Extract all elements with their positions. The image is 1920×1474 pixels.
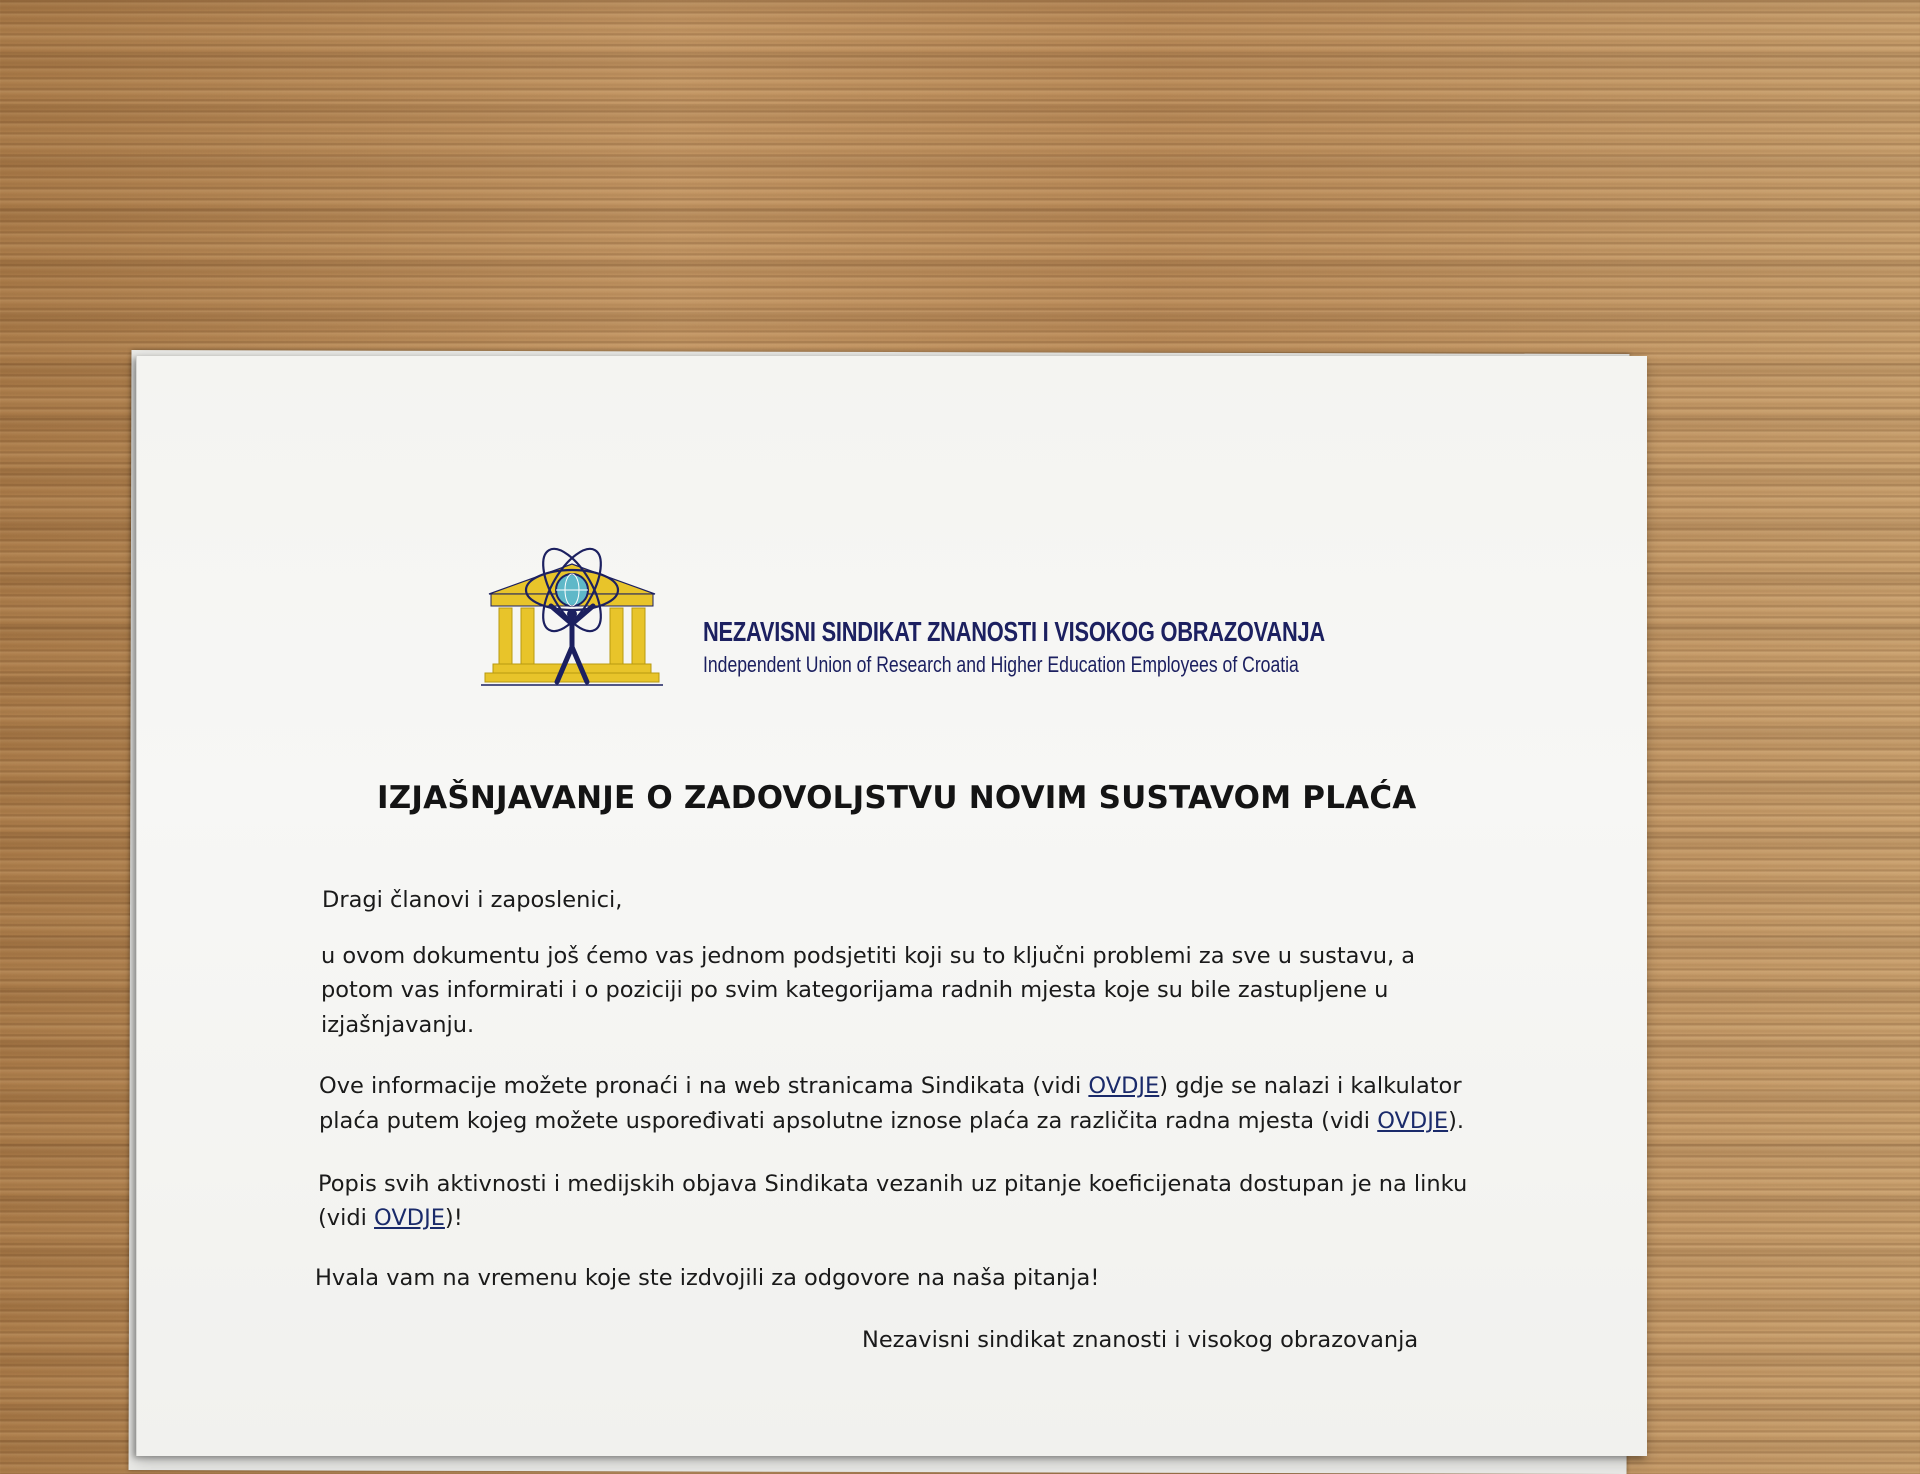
paragraph-3-line-2: (vidi OVDJE)! [318, 1205, 463, 1231]
union-name: NEZAVISNI SINDIKAT ZNANOSTI I VISOKOG OBRAZOVANJA [703, 616, 1325, 647]
paragraph-1-line-1: u ovom dokumentu još ćemo vas jednom podsjetiti koji su to ključni problemi za sve u sustavu, a [321, 943, 1416, 969]
signature: Nezavisni sindikat znanosti i visokog obrazovanja [862, 1327, 1419, 1353]
ovdje-link-activities[interactable]: OVDJE [374, 1205, 445, 1231]
greeting: Dragi članovi i zaposlenici, [322, 887, 623, 913]
temple-atom-figure-icon [477, 542, 667, 692]
union-name-english: Independent Union of Research and Higher Education Employees of Croatia [703, 652, 1299, 677]
paragraph-1-line-3: izjašnjavanju. [321, 1012, 475, 1038]
paragraph-2-line-2: plaća putem kojeg možete uspoređivati apsolutne iznose plaća za različita radna mjesta (vidi OVDJE). [319, 1108, 1465, 1134]
ovdje-link-calculator[interactable]: OVDJE [1377, 1108, 1449, 1134]
document-page [136, 356, 1647, 1456]
ovdje-link-web[interactable]: OVDJE [1088, 1073, 1160, 1099]
paragraph-3-line-1: Popis svih aktivnosti i medijskih objava Sindikata vezanih uz pitanje koeficijenata dostupan je na linku [318, 1171, 1468, 1197]
union-logo [477, 542, 1325, 692]
paragraph-2-line-1: Ove informacije možete pronaći i na web stranicama Sindikata (vidi OVDJE) gdje se nalazi i kalkulator [319, 1073, 1462, 1099]
paragraph-1-line-2: potom vas informirati i o poziciji po svim kategorijama radnih mjesta koje su bile zastupljene u [321, 977, 1389, 1003]
document-title: IZJAŠNJAVANJE O ZADOVOLJSTVU NOVIM SUSTAVOM PLAĆA [377, 780, 1417, 816]
thanks-line: Hvala vam na vremenu koje ste izdvojili za odgovore na naša pitanja! [315, 1265, 1100, 1291]
